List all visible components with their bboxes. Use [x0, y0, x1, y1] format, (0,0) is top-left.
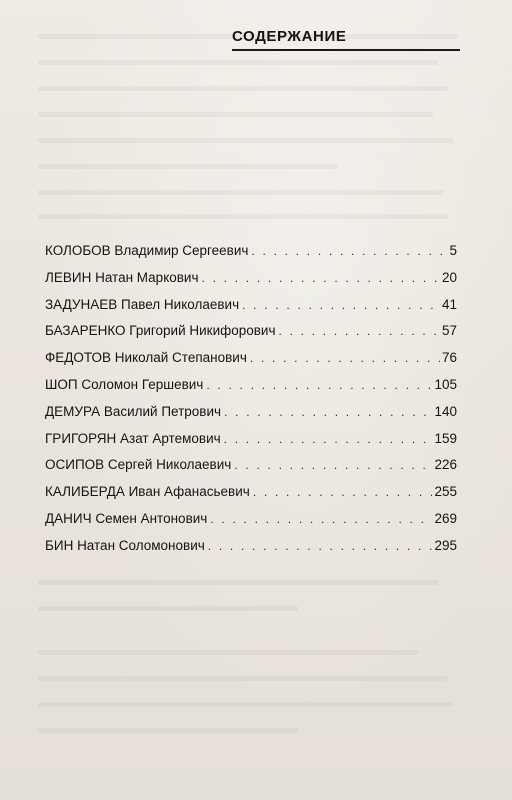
- dot-leader: [224, 399, 432, 426]
- dot-leader: [202, 265, 440, 292]
- toc-entry-page: 226: [434, 457, 457, 473]
- dot-leader: [234, 452, 432, 479]
- toc-entry[interactable]: [45, 533, 457, 560]
- toc-entry-name: ДЕМУРА Василий Петрович: [45, 403, 222, 419]
- bleed-through-line: [38, 676, 448, 681]
- toc-entry[interactable]: [45, 426, 457, 453]
- toc-entry[interactable]: [45, 292, 457, 319]
- dot-leader: [242, 292, 440, 319]
- toc-entry-page: 76: [441, 350, 457, 366]
- toc-entry-page: 5: [449, 243, 457, 258]
- dot-leader: [210, 506, 432, 533]
- toc-entry-name: БАЗАРЕНКО Григорий Никифорович: [45, 323, 276, 339]
- toc-entry-page: 57: [441, 323, 457, 339]
- bleed-through-line: [38, 580, 438, 585]
- toc-entry-page: 295: [434, 537, 457, 553]
- toc-entry-page: 140: [434, 403, 457, 419]
- toc-entry[interactable]: [45, 452, 457, 479]
- toc-entry-name: ФЕДОТОВ Николай Степанович: [45, 350, 247, 366]
- bleed-through-line: [38, 164, 338, 169]
- bleed-through-line: [38, 728, 298, 733]
- title-underline: [232, 49, 460, 51]
- toc-entry-name: ЗАДУНАЕВ Павел Николаевич: [45, 296, 240, 312]
- dot-leader: [224, 426, 433, 453]
- bleed-through-line: [38, 86, 448, 91]
- toc-entry-name: БИН Натан Соломонович: [45, 537, 205, 553]
- toc-entry[interactable]: [45, 372, 457, 399]
- page-title: СОДЕРЖАНИЕ: [232, 28, 347, 45]
- toc-entry[interactable]: [45, 238, 457, 265]
- dot-leader: [279, 318, 440, 345]
- toc-entry-name: ДАНИЧ Семен Антонович: [45, 510, 208, 526]
- bleed-through-line: [38, 190, 443, 195]
- toc-entry-page: 20: [441, 269, 457, 285]
- bleed-through-line: [38, 606, 298, 611]
- toc-entry[interactable]: [45, 318, 457, 345]
- bleed-through-line: [38, 214, 448, 219]
- dot-leader: [250, 345, 440, 372]
- table-of-contents: [45, 238, 457, 560]
- bleed-through-line: [38, 702, 453, 707]
- toc-entry-page: 159: [434, 430, 457, 446]
- toc-entry-page: 269: [434, 510, 457, 526]
- toc-entry-name: ОСИПОВ Сергей Николаевич: [45, 457, 232, 473]
- dot-leader: [208, 533, 433, 560]
- bleed-through-line: [38, 112, 433, 117]
- toc-entry[interactable]: [45, 399, 457, 426]
- bleed-through-line: [38, 138, 453, 143]
- toc-entry-name: ШОП Соломон Гершевич: [45, 376, 204, 392]
- toc-entry-page: 105: [434, 376, 457, 392]
- toc-entry-name: ЛЕВИН Натан Маркович: [45, 269, 199, 285]
- dot-leader: [251, 238, 447, 265]
- toc-entry-name: КАЛИБЕРДА Иван Афанасьевич: [45, 484, 250, 500]
- bleed-through-line: [38, 650, 418, 655]
- toc-entry[interactable]: [45, 479, 457, 506]
- toc-entry-name: КОЛОБОВ Владимир Сергеевич: [45, 243, 249, 258]
- bleed-through-line: [38, 60, 438, 65]
- toc-entry-page: 41: [441, 296, 457, 312]
- toc-entry[interactable]: [45, 345, 457, 372]
- contents-header: [232, 28, 460, 54]
- toc-entry[interactable]: [45, 265, 457, 292]
- toc-entry-page: 255: [434, 484, 457, 500]
- toc-entry[interactable]: [45, 506, 457, 533]
- dot-leader: [253, 479, 433, 506]
- toc-entry-name: ГРИГОРЯН Азат Артемович: [45, 430, 221, 446]
- dot-leader: [206, 372, 432, 399]
